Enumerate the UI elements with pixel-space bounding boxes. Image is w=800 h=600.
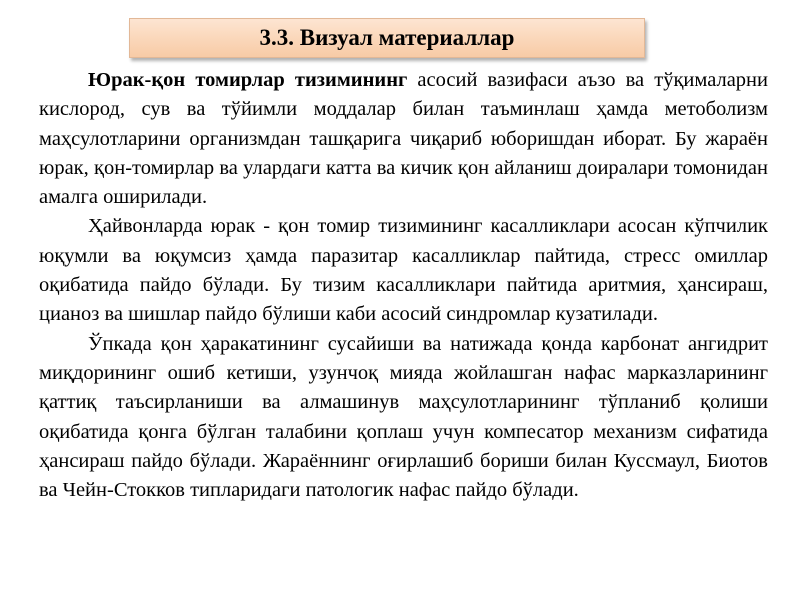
slide-body [39, 66, 768, 505]
paragraph-1-text: асосий вазифаси аъзо ва тўқималарни кислород, сув ва тўйимли моддалар билан таъминлаш ҳамда метоболизм маҳсулотларини организмдан ташқарига чиқариб юборишдан иборат. Бу жараён юрак, қон-томирлар ва улардаги катта ва кичик қон айланиш доиралари томонидан амалга оширилади. [39, 69, 769, 209]
paragraph-2 [39, 212, 768, 329]
slide-title: 3.3. Визуал материаллар [259, 25, 515, 50]
paragraph-3-text: Ўпкада қон ҳаракатининг сусайиши ва натижада қонда карбонат ангидрит миқдорининг ошиб кетиши, узунчоқ мияда жойлашган нафас марказларининг қаттиқ таъсирланиши ва алмашинув маҳсулотларининг тўпланиб қолиши оқибатида қонга бўлган талабини қоплаш учун компесатор механизм сифатида ҳансираш пайдо бўлади. Жараённинг оғирлашиб бориши билан Куссмаул, Биотов ва Чейн-Стокков типларидаги патологик нафас пайдо бўлади. [39, 332, 768, 502]
paragraph-2-text: Ҳайвонларда юрак - қон томир тизимининг касалликлари асосан кўпчилик юқумли ва юқумсиз ҳамда паразитар касалликлар пайтида, стресс омиллар оқибатида пайдо бўлади. Бу тизим касалликлари пайтида аритмия, ҳансираш, цианоз ва шишлар пайдо бўлиши каби асосий синдромлар кузатилади. [39, 215, 768, 326]
paragraph-1 [39, 66, 768, 212]
title-banner [129, 18, 645, 58]
paragraph-1-lead: Юрак-қон томирлар тизимининг [88, 69, 408, 91]
paragraph-3 [39, 330, 768, 506]
